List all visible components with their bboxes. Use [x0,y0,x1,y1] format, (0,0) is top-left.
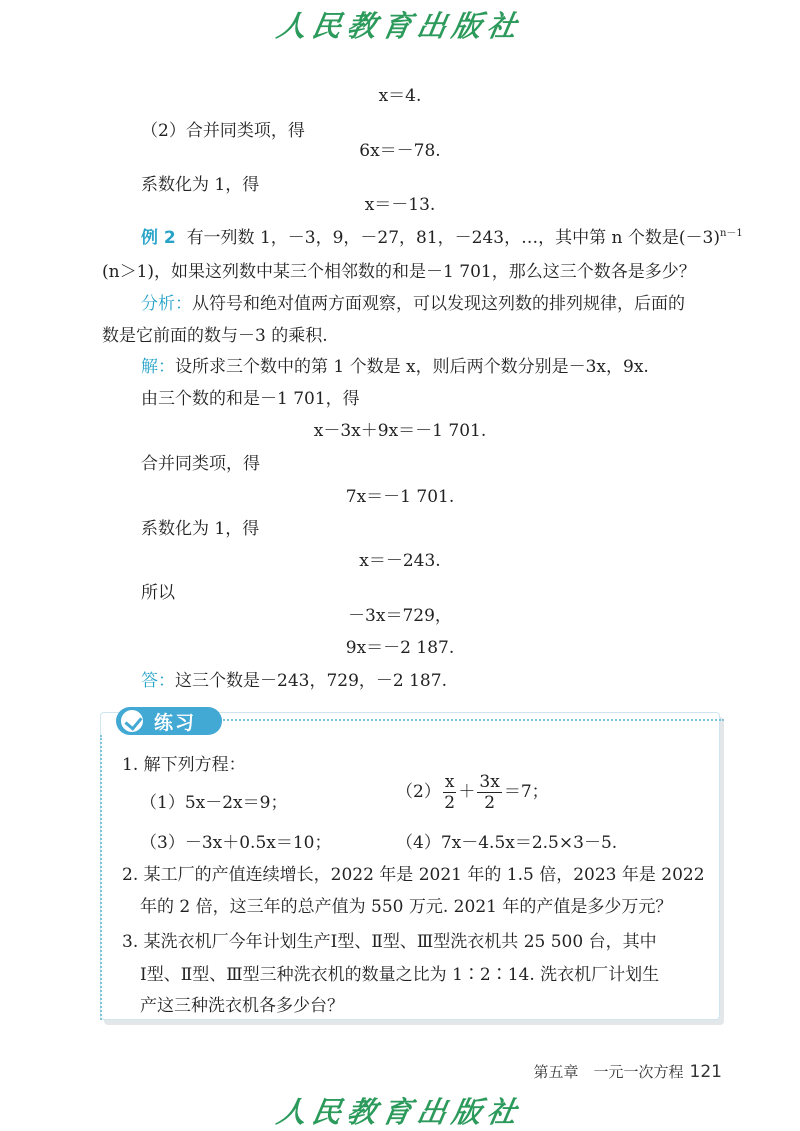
solution-equation-5: 9x＝－2 187. [345,638,455,658]
fraction-numerator: 3x [479,772,500,792]
answer-line [141,666,447,691]
practice-q1: 1. 解下列方程： [122,755,246,775]
example-2-text: 有一列数 1，－3，9，－27，81，－243，…，其中第 n 个数是(－3) [186,228,720,248]
practice-q1-c: （3）－3x＋0.5x＝10； [140,833,332,853]
fraction-x-over-2 [443,772,457,813]
equation-6x: 6x＝－78. [359,141,441,161]
practice-q3-line1: 3. 某洗衣机厂今年计划生产Ⅰ型、Ⅱ型、Ⅲ型洗衣机共 25 500 台，其中 [122,932,657,952]
practice-q1-a: （1）5x－2x＝9； [140,793,288,813]
fraction-3x-over-2 [477,772,501,813]
practice-title: 练习 [154,712,197,734]
analysis-text: 从符号和绝对值两方面观察，可以发现这列数的排列规律，后面的 [192,294,685,314]
practice-dotted-left [100,735,102,1020]
q1-b-prefix: （2） [396,782,441,802]
practice-q1-b [396,772,549,813]
solution-line2: 由三个数的和是－1 701，得 [141,389,360,409]
example-2-exponent: n－1 [719,228,743,239]
page-footer [534,1061,722,1082]
analysis-label: 分析： [141,294,192,314]
check-circle-icon [118,707,146,735]
answer-text: 这三个数是－243，729，－2 187. [175,671,447,691]
q1-b-suffix: ＝7； [503,782,549,802]
practice-q1-d: （4）7x－4.5x＝2.5×3－5. [396,833,618,853]
practice-q2-line1: 2. 某工厂的产值连续增长，2022 年是 2021 年的 1.5 倍，2023 年是 2022 [122,865,705,885]
analysis-line2: 数是它前面的数与－3 的乘积. [102,326,328,346]
publisher-logo-footer: 人民教育出版社 [274,1095,526,1129]
example-2-label: 例 2 [141,228,176,248]
practice-q2-line2: 年的 2 倍，这三年的总产值为 550 万元. 2021 年的产值是多少万元？ [140,897,673,917]
practice-q3-line3: 产这三种洗衣机各多少台？ [140,996,344,1016]
example-2-line2: (n＞1)，如果这列数中某三个相邻数的和是－1 701，那么这三个数各是多少？ [102,262,696,282]
solution-line3: 合并同类项，得 [141,454,260,474]
solution-equation-3: x＝－243. [359,551,441,571]
solution-text: 设所求三个数中的第 1 个数是 x，则后两个数分别是－3x，9x. [175,357,649,377]
solution-equation-1: x－3x＋9x＝－1 701. [313,421,487,441]
solution-line1 [141,352,649,377]
equation-x-minus13: x＝－13. [364,195,436,215]
solution-equation-2: 7x＝－1 701. [345,487,455,507]
step-coefficient: 系数化为 1，得 [141,175,260,195]
solution-label: 解： [141,357,175,377]
plus-sign: ＋ [458,782,476,802]
solution-equation-4: －3x＝729， [348,606,452,626]
example-2-line1 [141,223,743,248]
analysis-line1 [141,289,685,314]
page-number: 121 [689,1062,722,1082]
publisher-logo-header: 人民教育出版社 [274,9,526,43]
step-combine-like-terms: （2）合并同类项，得 [141,121,305,141]
practice-q3-line2: Ⅰ型、Ⅱ型、Ⅲ型三种洗衣机的数量之比为 1∶2∶14. 洗衣机厂计划生 [140,965,660,985]
fraction-numerator: x [444,772,455,792]
solution-line5: 所以 [141,583,175,603]
solution-line4: 系数化为 1，得 [141,519,260,539]
equation-x-4: x＝4. [378,86,422,106]
fraction-denominator: 2 [484,793,496,813]
practice-dotted-top [216,719,724,721]
chapter-title: 第五章 一元一次方程 [533,1063,684,1081]
answer-label: 答： [141,671,175,691]
fraction-denominator: 2 [444,793,456,813]
